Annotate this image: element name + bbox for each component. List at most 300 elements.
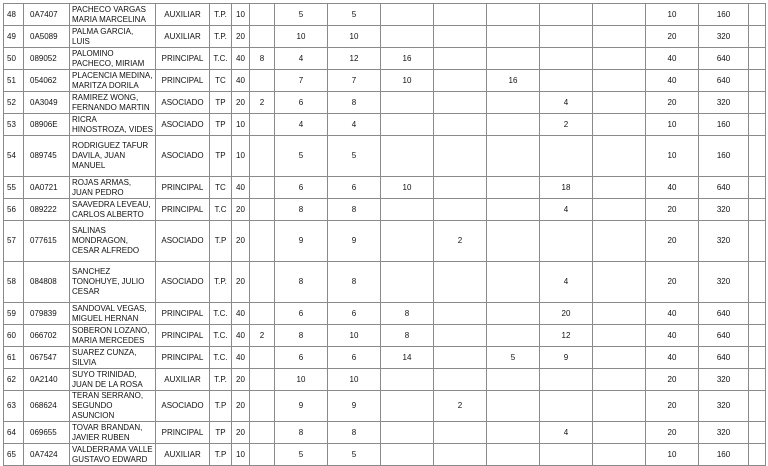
hours-col-8 <box>593 177 646 199</box>
teacher-code: 089745 <box>24 136 70 177</box>
hours-col-3: 6 <box>328 177 381 199</box>
hours-col-1 <box>250 114 275 136</box>
category: ASOCIADO <box>156 221 210 262</box>
teacher-code: 089052 <box>24 48 70 70</box>
category: AUXILIAR <box>156 444 210 466</box>
dedication: TP <box>210 92 232 114</box>
hours-col-7: 4 <box>540 92 593 114</box>
table-row <box>4 347 766 369</box>
total-hours: 20 <box>646 199 699 221</box>
hours-col-7: 4 <box>540 422 593 444</box>
hours-col-6 <box>487 114 540 136</box>
hours-col-4 <box>381 391 434 422</box>
category: AUXILIAR <box>156 26 210 48</box>
total-amount: 160 <box>699 114 749 136</box>
teacher-name: SALINAS MONDRAGON, CESAR ALFREDO <box>70 221 156 262</box>
hours-col-4 <box>381 444 434 466</box>
category: PRINCIPAL <box>156 48 210 70</box>
table-row <box>4 136 766 177</box>
hours-col-5 <box>434 48 487 70</box>
row-number: 56 <box>4 199 24 221</box>
hours-col-3: 8 <box>328 422 381 444</box>
category: AUXILIAR <box>156 369 210 391</box>
teacher-code: 0A5089 <box>24 26 70 48</box>
hours-col-1 <box>250 221 275 262</box>
teacher-code: 069655 <box>24 422 70 444</box>
hours-col-7: 4 <box>540 262 593 303</box>
hours-col-5 <box>434 369 487 391</box>
table-row <box>4 221 766 262</box>
hours-col-6 <box>487 92 540 114</box>
total-hours: 20 <box>646 26 699 48</box>
dedication: TC <box>210 70 232 92</box>
blank-cell <box>749 26 766 48</box>
total-hours: 20 <box>646 422 699 444</box>
hours-col-5 <box>434 303 487 325</box>
hours-col-1 <box>250 4 275 26</box>
hours-col-6 <box>487 221 540 262</box>
hours-col-8 <box>593 26 646 48</box>
hours-col-1: 2 <box>250 325 275 347</box>
hours-col-8 <box>593 422 646 444</box>
hours-col-2: 10 <box>275 369 328 391</box>
row-number: 51 <box>4 70 24 92</box>
hours-col-6 <box>487 26 540 48</box>
teacher-name: PALMA GARCIA, LUIS <box>70 26 156 48</box>
hours-col-1 <box>250 369 275 391</box>
hours: 10 <box>232 4 250 26</box>
table-body <box>4 4 766 466</box>
blank-cell <box>749 325 766 347</box>
blank-cell <box>749 262 766 303</box>
hours-col-7 <box>540 26 593 48</box>
hours-col-3: 5 <box>328 444 381 466</box>
hours-col-7: 18 <box>540 177 593 199</box>
hours-col-8 <box>593 4 646 26</box>
hours-col-2: 6 <box>275 177 328 199</box>
hours-col-2: 5 <box>275 444 328 466</box>
hours-col-8 <box>593 369 646 391</box>
total-hours: 40 <box>646 177 699 199</box>
row-number: 50 <box>4 48 24 70</box>
hours-col-6 <box>487 4 540 26</box>
teacher-name: SUAREZ CUNZA, SILVIA <box>70 347 156 369</box>
hours-col-2: 4 <box>275 114 328 136</box>
total-amount: 640 <box>699 325 749 347</box>
hours-col-7: 12 <box>540 325 593 347</box>
hours-col-2: 8 <box>275 422 328 444</box>
staff-hours-table <box>3 3 766 466</box>
hours-col-3: 8 <box>328 199 381 221</box>
hours-col-7 <box>540 444 593 466</box>
hours-col-2: 8 <box>275 325 328 347</box>
hours-col-8 <box>593 221 646 262</box>
hours-col-3: 6 <box>328 347 381 369</box>
table-row <box>4 177 766 199</box>
hours-col-2: 8 <box>275 199 328 221</box>
hours-col-6 <box>487 177 540 199</box>
dedication: T.C. <box>210 303 232 325</box>
hours-col-1: 2 <box>250 92 275 114</box>
hours-col-4 <box>381 92 434 114</box>
table-row <box>4 70 766 92</box>
dedication: TC <box>210 177 232 199</box>
blank-cell <box>749 4 766 26</box>
hours-col-5 <box>434 136 487 177</box>
row-number: 63 <box>4 391 24 422</box>
teacher-name: SOBERON LOZANO, MARIA MERCEDES <box>70 325 156 347</box>
dedication: T.P. <box>210 26 232 48</box>
hours-col-5 <box>434 92 487 114</box>
hours-col-1 <box>250 444 275 466</box>
hours-col-2: 6 <box>275 303 328 325</box>
hours-col-3: 4 <box>328 114 381 136</box>
hours-col-4: 10 <box>381 70 434 92</box>
dedication: T.P <box>210 391 232 422</box>
total-amount: 320 <box>699 199 749 221</box>
row-number: 65 <box>4 444 24 466</box>
hours: 10 <box>232 444 250 466</box>
hours-col-8 <box>593 262 646 303</box>
hours-col-8 <box>593 347 646 369</box>
teacher-name: RODRIGUEZ TAFUR DAVILA, JUAN MANUEL <box>70 136 156 177</box>
teacher-code: 0A7407 <box>24 4 70 26</box>
teacher-code: 084808 <box>24 262 70 303</box>
table-row <box>4 444 766 466</box>
hours-col-8 <box>593 114 646 136</box>
hours: 40 <box>232 303 250 325</box>
teacher-code: 068624 <box>24 391 70 422</box>
hours-col-8 <box>593 48 646 70</box>
hours-col-1: 8 <box>250 48 275 70</box>
hours: 40 <box>232 70 250 92</box>
dedication: TP <box>210 422 232 444</box>
table-row <box>4 369 766 391</box>
category: PRINCIPAL <box>156 70 210 92</box>
blank-cell <box>749 303 766 325</box>
table-row <box>4 26 766 48</box>
hours: 20 <box>232 92 250 114</box>
blank-cell <box>749 114 766 136</box>
hours-col-1 <box>250 391 275 422</box>
hours-col-5 <box>434 262 487 303</box>
hours: 20 <box>232 26 250 48</box>
category: ASOCIADO <box>156 391 210 422</box>
total-amount: 320 <box>699 391 749 422</box>
hours: 20 <box>232 369 250 391</box>
hours-col-6: 5 <box>487 347 540 369</box>
hours-col-8 <box>593 92 646 114</box>
row-number: 58 <box>4 262 24 303</box>
teacher-name: SUYO TRINIDAD, JUAN DE LA ROSA <box>70 369 156 391</box>
hours-col-1 <box>250 262 275 303</box>
teacher-name: PLACENCIA MEDINA, MARITZA DORILA <box>70 70 156 92</box>
blank-cell <box>749 136 766 177</box>
hours-col-7: 4 <box>540 199 593 221</box>
blank-cell <box>749 422 766 444</box>
teacher-name: TOVAR BRANDAN, JAVIER RUBEN <box>70 422 156 444</box>
teacher-name: SAAVEDRA LEVEAU, CARLOS ALBERTO <box>70 199 156 221</box>
row-number: 57 <box>4 221 24 262</box>
table-row <box>4 114 766 136</box>
teacher-name: PALOMINO PACHECO, MIRIAM <box>70 48 156 70</box>
hours-col-2: 6 <box>275 347 328 369</box>
blank-cell <box>749 92 766 114</box>
blank-cell <box>749 48 766 70</box>
hours: 40 <box>232 325 250 347</box>
total-hours: 20 <box>646 369 699 391</box>
hours-col-5 <box>434 325 487 347</box>
row-number: 60 <box>4 325 24 347</box>
hours-col-2: 9 <box>275 391 328 422</box>
hours-col-3: 10 <box>328 325 381 347</box>
total-amount: 640 <box>699 303 749 325</box>
hours-col-5 <box>434 4 487 26</box>
total-amount: 320 <box>699 422 749 444</box>
hours: 10 <box>232 114 250 136</box>
total-hours: 40 <box>646 70 699 92</box>
hours-col-3: 9 <box>328 221 381 262</box>
hours-col-1 <box>250 70 275 92</box>
hours-col-4 <box>381 4 434 26</box>
dedication: T.C. <box>210 347 232 369</box>
hours-col-6 <box>487 391 540 422</box>
teacher-code: 077615 <box>24 221 70 262</box>
hours: 20 <box>232 199 250 221</box>
category: PRINCIPAL <box>156 422 210 444</box>
hours-col-1 <box>250 199 275 221</box>
hours-col-7 <box>540 391 593 422</box>
total-amount: 640 <box>699 70 749 92</box>
hours-col-2: 8 <box>275 262 328 303</box>
table-row <box>4 92 766 114</box>
total-amount: 640 <box>699 177 749 199</box>
category: ASOCIADO <box>156 114 210 136</box>
hours-col-4 <box>381 422 434 444</box>
category: PRINCIPAL <box>156 347 210 369</box>
hours: 20 <box>232 262 250 303</box>
hours-col-6 <box>487 199 540 221</box>
blank-cell <box>749 391 766 422</box>
total-hours: 20 <box>646 221 699 262</box>
category: PRINCIPAL <box>156 199 210 221</box>
hours-col-3: 9 <box>328 391 381 422</box>
hours-col-3: 5 <box>328 136 381 177</box>
total-hours: 10 <box>646 114 699 136</box>
dedication: T.P <box>210 444 232 466</box>
category: ASOCIADO <box>156 262 210 303</box>
total-hours: 10 <box>646 444 699 466</box>
hours-col-5 <box>434 444 487 466</box>
hours-col-6 <box>487 48 540 70</box>
table-row <box>4 48 766 70</box>
teacher-name: RICRA HINOSTROZA, VIDES <box>70 114 156 136</box>
teacher-code: 066702 <box>24 325 70 347</box>
teacher-code: 0A3049 <box>24 92 70 114</box>
hours-col-1 <box>250 303 275 325</box>
dedication: TP <box>210 114 232 136</box>
dedication: T.C. <box>210 325 232 347</box>
hours: 20 <box>232 221 250 262</box>
table-row <box>4 262 766 303</box>
hours-col-7 <box>540 136 593 177</box>
hours-col-3: 5 <box>328 4 381 26</box>
dedication: T.C. <box>210 48 232 70</box>
teacher-code: 079839 <box>24 303 70 325</box>
hours-col-4 <box>381 114 434 136</box>
table-row <box>4 199 766 221</box>
hours-col-4 <box>381 199 434 221</box>
blank-cell <box>749 177 766 199</box>
hours-col-5: 2 <box>434 221 487 262</box>
table-row <box>4 325 766 347</box>
hours-col-3: 12 <box>328 48 381 70</box>
hours-col-4 <box>381 221 434 262</box>
hours-col-1 <box>250 177 275 199</box>
hours-col-4: 8 <box>381 325 434 347</box>
dedication: T.P. <box>210 262 232 303</box>
hours-col-4: 16 <box>381 48 434 70</box>
hours-col-7: 2 <box>540 114 593 136</box>
hours-col-3: 6 <box>328 303 381 325</box>
hours-col-2: 5 <box>275 4 328 26</box>
hours-col-2: 4 <box>275 48 328 70</box>
dedication: T.P <box>210 221 232 262</box>
teacher-code: 067547 <box>24 347 70 369</box>
hours-col-7: 9 <box>540 347 593 369</box>
category: PRINCIPAL <box>156 177 210 199</box>
hours-col-3: 10 <box>328 26 381 48</box>
hours-col-5 <box>434 199 487 221</box>
teacher-name: ROJAS ARMAS, JUAN PEDRO <box>70 177 156 199</box>
hours-col-4 <box>381 262 434 303</box>
total-amount: 320 <box>699 26 749 48</box>
hours-col-2: 9 <box>275 221 328 262</box>
hours-col-4: 14 <box>381 347 434 369</box>
total-amount: 160 <box>699 444 749 466</box>
total-amount: 320 <box>699 262 749 303</box>
table-row <box>4 422 766 444</box>
hours-col-5 <box>434 177 487 199</box>
hours-col-8 <box>593 444 646 466</box>
teacher-code: 054062 <box>24 70 70 92</box>
hours-col-5 <box>434 70 487 92</box>
hours: 20 <box>232 391 250 422</box>
hours-col-3: 10 <box>328 369 381 391</box>
hours-col-3: 8 <box>328 262 381 303</box>
total-amount: 160 <box>699 4 749 26</box>
table-row <box>4 391 766 422</box>
hours-col-5: 2 <box>434 391 487 422</box>
hours-col-6 <box>487 303 540 325</box>
table-row <box>4 4 766 26</box>
hours-col-5 <box>434 347 487 369</box>
hours-col-3: 7 <box>328 70 381 92</box>
dedication: T.P. <box>210 369 232 391</box>
hours-col-8 <box>593 391 646 422</box>
total-hours: 10 <box>646 136 699 177</box>
hours-col-6 <box>487 325 540 347</box>
teacher-code: 08906E <box>24 114 70 136</box>
total-hours: 10 <box>646 4 699 26</box>
hours-col-5 <box>434 114 487 136</box>
row-number: 62 <box>4 369 24 391</box>
hours-col-8 <box>593 199 646 221</box>
total-amount: 320 <box>699 221 749 262</box>
hours: 40 <box>232 48 250 70</box>
hours-col-2: 6 <box>275 92 328 114</box>
row-number: 55 <box>4 177 24 199</box>
total-hours: 20 <box>646 391 699 422</box>
teacher-name: PACHECO VARGAS MARIA MARCELINA <box>70 4 156 26</box>
hours-col-1 <box>250 26 275 48</box>
hours-col-7 <box>540 221 593 262</box>
teacher-name: TERAN SERRANO, SEGUNDO ASUNCION <box>70 391 156 422</box>
hours-col-7 <box>540 4 593 26</box>
row-number: 48 <box>4 4 24 26</box>
total-amount: 640 <box>699 347 749 369</box>
row-number: 61 <box>4 347 24 369</box>
dedication: TP <box>210 136 232 177</box>
dedication: T.P. <box>210 4 232 26</box>
hours-col-4 <box>381 26 434 48</box>
total-amount: 320 <box>699 369 749 391</box>
hours-col-4 <box>381 369 434 391</box>
hours-col-2: 7 <box>275 70 328 92</box>
hours-col-5 <box>434 26 487 48</box>
hours: 40 <box>232 177 250 199</box>
row-number: 53 <box>4 114 24 136</box>
blank-cell <box>749 369 766 391</box>
category: AUXILIAR <box>156 4 210 26</box>
total-hours: 40 <box>646 48 699 70</box>
hours-col-4: 10 <box>381 177 434 199</box>
blank-cell <box>749 444 766 466</box>
total-amount: 320 <box>699 92 749 114</box>
hours-col-7 <box>540 48 593 70</box>
hours-col-4: 8 <box>381 303 434 325</box>
teacher-name: SANCHEZ TONOHUYE, JULIO CESAR <box>70 262 156 303</box>
total-hours: 20 <box>646 92 699 114</box>
hours-col-6 <box>487 369 540 391</box>
hours-col-4 <box>381 136 434 177</box>
blank-cell <box>749 347 766 369</box>
hours-col-1 <box>250 136 275 177</box>
hours-col-7: 20 <box>540 303 593 325</box>
row-number: 54 <box>4 136 24 177</box>
table-row <box>4 303 766 325</box>
hours-col-7 <box>540 369 593 391</box>
blank-cell <box>749 199 766 221</box>
hours-col-6: 16 <box>487 70 540 92</box>
row-number: 59 <box>4 303 24 325</box>
category: PRINCIPAL <box>156 325 210 347</box>
dedication: T.C <box>210 199 232 221</box>
row-number: 52 <box>4 92 24 114</box>
hours-col-1 <box>250 347 275 369</box>
hours-col-6 <box>487 444 540 466</box>
teacher-code: 0A0721 <box>24 177 70 199</box>
total-hours: 40 <box>646 325 699 347</box>
hours-col-8 <box>593 136 646 177</box>
row-number: 49 <box>4 26 24 48</box>
total-amount: 640 <box>699 48 749 70</box>
hours-col-8 <box>593 70 646 92</box>
hours-col-2: 10 <box>275 26 328 48</box>
teacher-name: RAMIREZ WONG, FERNANDO MARTIN <box>70 92 156 114</box>
teacher-code: 0A2140 <box>24 369 70 391</box>
teacher-code: 0A7424 <box>24 444 70 466</box>
